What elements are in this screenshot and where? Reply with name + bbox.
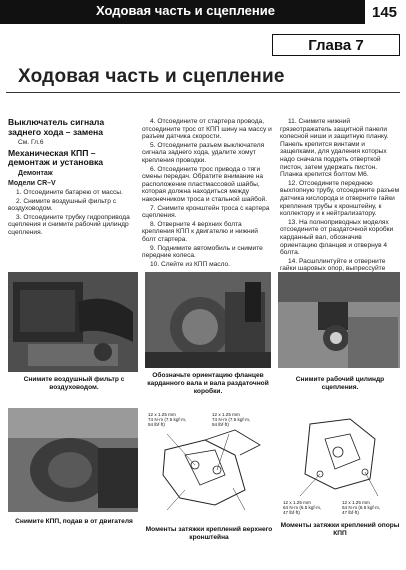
- photo-driveshaft-flanges: [145, 272, 271, 368]
- torque-spec-1: [148, 412, 203, 427]
- header-title: Ходовая часть и сцепление: [96, 3, 275, 18]
- step-1: 1. Отсоедините батарею от массы.: [16, 188, 123, 196]
- title-rule: [6, 92, 400, 93]
- torque-spec-3: [283, 500, 338, 515]
- chapter-label: Глава 7: [308, 37, 364, 54]
- chapter-box: [272, 34, 400, 56]
- torque-spec-4-text: 12 x 1.25 mm 64 N·m (6.5 kgf·m, 47 lbf·ft): [342, 500, 381, 515]
- step-5: 5. Отсоедините разъем выключателя сигнала заднего хода, удалите хомут крепления проводки.: [142, 141, 265, 164]
- text-column-1: [8, 118, 133, 238]
- photo-clutch-cylinder: [278, 272, 400, 368]
- step-12: 12. Отсоедините переднюю выхлопную трубу, отсоедините разъем датчика кислорода и отверните гайки крепления трубы к кронштейну, к коллектору и к нейтрализатору.: [280, 179, 400, 218]
- heading-removal: Демонтаж: [18, 169, 53, 177]
- text-column-2: [142, 118, 272, 269]
- heading-reverse-switch: Выключатель сигнала заднего хода – замена: [8, 117, 105, 137]
- page-number: 145: [372, 4, 398, 21]
- caption-upper-bracket: Моменты затяжки креплений верхнего кронштейна: [145, 526, 273, 541]
- caption-clutch-cylinder: Снимите рабочий цилиндр сцепления.: [295, 376, 385, 391]
- section-title: Ходовая часть и сцепление: [18, 66, 285, 87]
- step-3: 3. Отсоедините трубку гидропривода сцепления и снимите рабочий цилиндр сцепления.: [8, 213, 130, 236]
- torque-spec-4: [342, 500, 398, 515]
- step-4: 4. Отсоедините от стартера провода, отсоедините трос от КПП шину на массу и разъем датчика скорости.: [142, 118, 272, 141]
- caption-gearbox-removal: Снимите КПП, подав в от двигателя: [15, 518, 133, 525]
- torque-spec-3-text: 12 x 1.25 mm 64 N·m (6.5 kgf·m, 47 lbf·ft): [283, 500, 322, 515]
- step-9: 9. Поднимите автомобиль и снимите передние колеса.: [142, 244, 263, 260]
- photo-air-filter: [8, 272, 138, 372]
- step-11: 11. Снимите нижний грязеотражатель защитной панели колесной ниши и защитную планку. Панель крепится винтами и защелками, для удаления которых надо сначала поддеть отверткой пистон, затем удержать пистон. Планка крепится болтом М6.: [280, 118, 389, 179]
- step-2: 2. Снимите воздушный фильтр с воздуховодом.: [8, 197, 117, 213]
- torque-spec-2-text: 12 x 1.25 mm 74 N·m (7.5 kgf·m, 54 lbf·ft): [212, 412, 251, 427]
- heading-models: Модели CR–V: [8, 180, 56, 188]
- page-header: [0, 0, 406, 26]
- caption-gearbox-mount: Моменты затяжки креплений опоры КПП: [280, 522, 400, 537]
- step-7: 7. Снимите кронштейн троса с картера сцепления.: [142, 204, 270, 220]
- chapter-reference: См. Гл.6: [18, 139, 44, 147]
- torque-spec-2: [212, 412, 270, 427]
- heading-manual-gearbox: Механическая КПП – демонтаж и установка: [8, 147, 104, 168]
- step-13: 13. На полноприводных моделях отсоедините от раздаточной коробки карданный вал, обозначив ориентацию фланцев и отвернув 4 болта.: [280, 218, 394, 257]
- caption-air-filter: Снимите воздушный фильтр с воздуховодом.: [23, 376, 125, 391]
- step-14: 14. Расшплинтуйте и отверните гайки шаровых опор, выпрессуйте: [280, 257, 386, 273]
- step-8: 8. Отверните 4 верхних болта крепления КПП к двигателю и нижний болт стартера.: [142, 220, 258, 243]
- caption-driveshaft-flanges: Обозначьте ориентацию фланцев карданного вала и вала раздаточной коробки.: [147, 372, 269, 395]
- text-column-3: [280, 118, 400, 281]
- step-6: 6. Отсоедините трос привода о тяги смены передач. Обратите внимание на расположение пластмассовой шайбы, которая должна находиться между наконечником троса и стальной шайбой.: [142, 165, 268, 203]
- photo-gearbox-removal: [8, 408, 138, 512]
- step-10: 10. Слейте из КПП масло.: [150, 260, 231, 268]
- torque-spec-1-text: 12 x 1.25 mm 74 N·m (7.5 kgf·m, 54 lbf·ft): [148, 412, 187, 427]
